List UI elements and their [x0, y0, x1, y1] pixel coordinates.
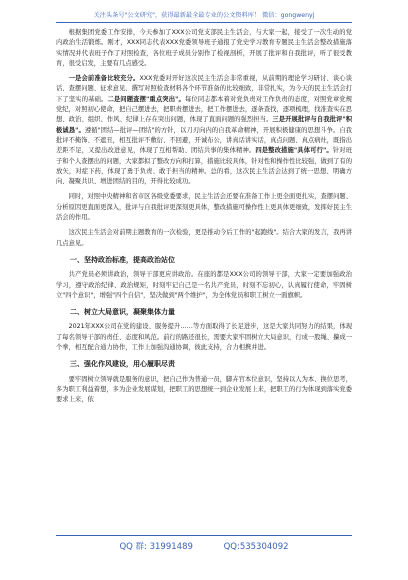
paragraph-section-2: 2021年XXX公司在党的建设、服务提升……等方面取得了长足进步，这是大家共同努力的结果，体现了每名领导干部的责任、态度和风范。前行的路还很长，需要大家牢固树立大局意识，行成一股绳、攥成一个拳，相互配合通力协作，工作上加强沟通协调，彼此支持，合力相携并进。 — [56, 323, 352, 352]
point-1-text: XXX党委对开好这次民主生活会非常重视，从前期的理论学习研讨、谈心谈话、查摆问题、征求意见、撰写对照检查材料各个环节准备的比较细致，非常扎实，为今天的民主生活会打下了坚实的基础。 — [56, 75, 352, 103]
section-heading-1: 一、坚持政治标准，提高政治站位 — [70, 255, 175, 264]
section-heading-3: 三、强化作风建设，用心履职尽责 — [70, 360, 175, 369]
point-1-title: 一是会前准备比较充分。 — [68, 75, 140, 83]
point-2-title: 二是问题查摆"重点突出"。 — [107, 95, 185, 103]
paragraph-transition: 这次民主生活会对前期主题教育的一次检验，更是推动今后工作的"起跑线"。结合大家的发言，我再讲几点意见。 — [56, 229, 352, 247]
footer-qq-group: QQ 群: 31991489 — [119, 542, 193, 552]
footer-qq-number: QQ:535304092 — [223, 542, 289, 552]
point-2-text: 每位同志都本着对党负责对工作负责的态度，对照党章党规党纪，对照初心使命，把自己摆进去，把职责摆进去，把工作摆进去，逐条查找，逐项梳理，找准查实在思想、政治、组织、作风、纪律上存在突出问题，体现了直面问题的强烈担当。 — [56, 95, 353, 124]
paragraph-feelings — [56, 74, 352, 187]
point-4-title: 四是整改措施"具体可行"。 — [255, 147, 333, 155]
paragraph-improvements: 同时，对照中央精神和省市区各级党委要求，民主生活会还要在准备工作上更全面更扎实，查摆问题、分析原因更直面更深入，批评与自我批评更深刻更具体，整改措施可操作性上更具体更细致，发挥好民主生活会的作用。 — [56, 193, 352, 222]
section-heading-2: 二、树立大局意识，凝聚集体力量 — [70, 308, 175, 317]
paragraph-section-3: 要牢固树立领导就是服务的意识，把自己作为普通一员，脚卉官本位意识，坚持以人为本、换位思考，多为职工利益着想，多为企业发展谋划，把职工的思想统一到企业发展上来，把职工的行为体现到落实党委要求上来，依 — [56, 375, 352, 404]
document-body — [56, 28, 352, 411]
paragraph-intro: 根据集团党委工作安排，今天参加了XXX公司党支部民主生活会，与大家一起，接受了一次生动的党内政治生活锻炼。刚才，XXX同志代表XXX党委领导班子通报了党史学习教育专题民主生活会整改措施落实情况并代表班子作了对照检查，各位班子成员分别作了检视剖析，开展了批评和自我批评，听了很受教育，很受启发，主要有几点感受。 — [56, 29, 352, 67]
page-footer — [0, 540, 408, 552]
header-divider — [56, 22, 352, 23]
footer-divider — [56, 535, 352, 536]
point-4-text: 针对班子和个人查摆出的问题，大家都拟了整改方向和打算，措施比较具体，针对性和操作性比较强，做到了有的放矢，对症下药，体现了勇于负责、敢于担当的精神。总的看，这次民主生活会达到了统一思想、明确方向、凝聚共识、增进团结的目的，开得比较成功。 — [56, 147, 353, 186]
point-3-text: 遵循"团结—批评—团结"的方针，以刀刃向内的自我革命精神，开展积极健康的思想斗争。自我批评不掩饰、不遮丑，相互批评不敷衍、不回避，开诚布公，讲真话讲实话，真点问题、真点病灶，既指出差距不足，又提出改进意见，体现了互相帮助、团结共事的集体精神。 — [56, 126, 353, 155]
paragraph-section-1: 共产党员必须讲政治，领导干部更应讲政治。在座的都是XXX公司的领导干部，大家一定要加强政治学习，遵守政治纪律、政治规矩，时刻牢记自己是一名共产党员，时刻不忘初心，认真履行使命，牢固树立"四个意识"，增强"四个自信"，坚决做到"两个维护"，为全体党员和职工树立一面旗帜。 — [56, 271, 352, 299]
page-header: 关注头条号"公文研究"，获得最新最全最专业的公文资料库！ 微信：gongwenyj — [93, 12, 315, 19]
point-3-title: 三是开展批评与自我批评"积极诚恳"。 — [56, 116, 353, 134]
